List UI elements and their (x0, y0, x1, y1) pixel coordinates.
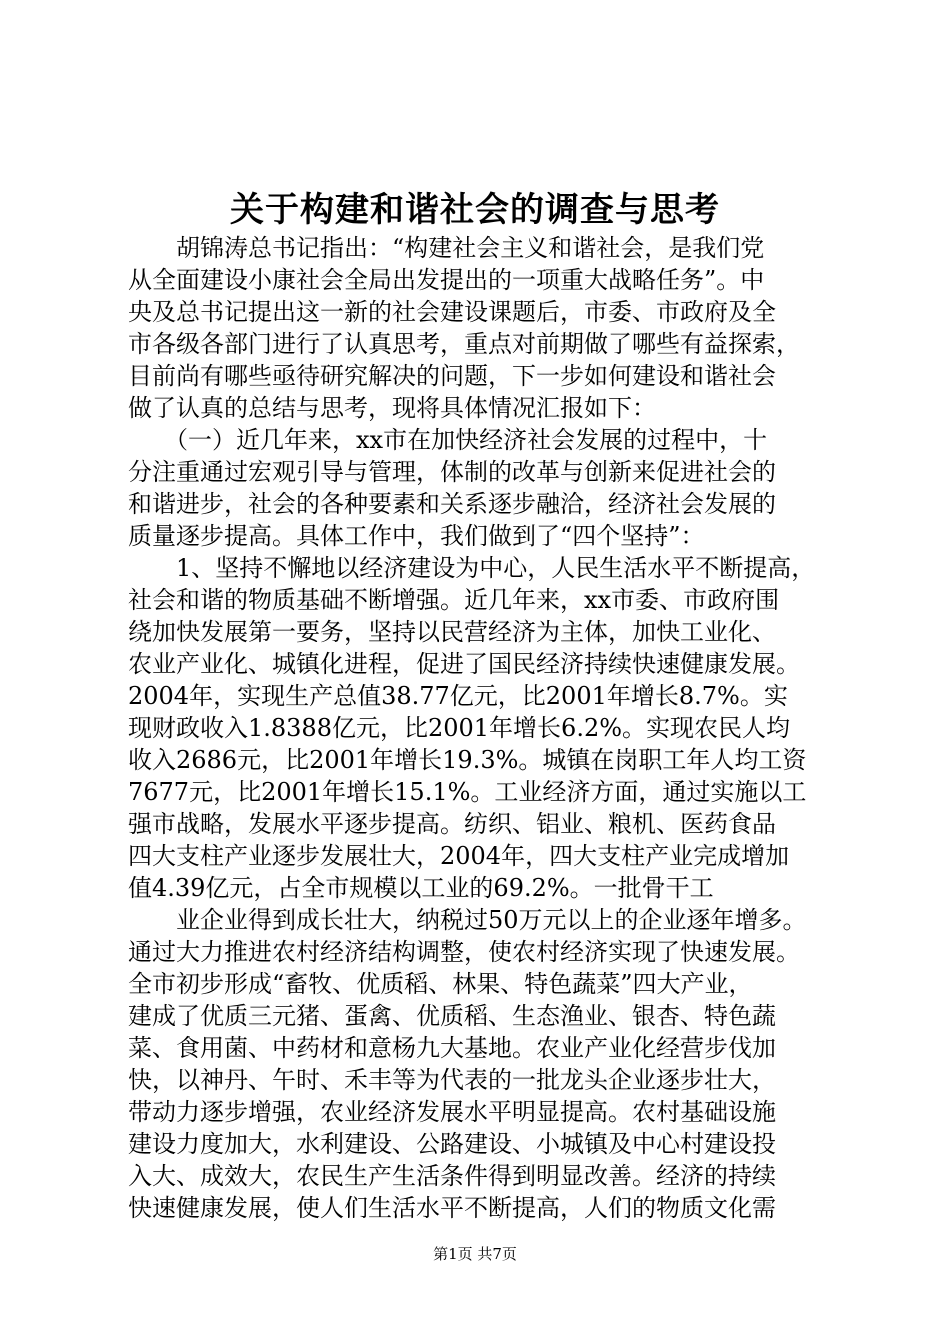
body-line: 现财政收入1.8388亿元，比2001年增长6.2%。实现农民人均 (128, 714, 791, 742)
body-line: 入大、成效大，农民生产生活条件得到明显改善。经济的持续 (128, 1162, 776, 1190)
body-line: （一）近几年来，xx市在加快经济社会发展的过程中，十 (128, 426, 768, 454)
body-line: 全市初步形成“畜牧、优质稻、林果、特色蔬菜”四大产业， (128, 970, 753, 998)
body-line: 2004年，实现生产总值38.77亿元，比2001年增长8.7%。实 (128, 682, 788, 710)
body-line: 值4.39亿元，占全市规模以工业的69.2%。一批骨干工 (128, 874, 714, 902)
document-title: 关于构建和谐社会的调查与思考 (230, 190, 720, 230)
body-line: 市各级各部门进行了认真思考，重点对前期做了哪些有益探索， (128, 330, 800, 358)
body-line: 带动力逐步增强，农业经济发展水平明显提高。农村基础设施 (128, 1098, 776, 1126)
body-line: 农业产业化、城镇化进程，促进了国民经济持续快速健康发展。 (128, 650, 800, 678)
body-line: 收入2686元，比2001年增长19.3%。城镇在岗职工年人均工资 (128, 746, 807, 774)
body-line: 质量逐步提高。具体工作中，我们做到了“四个坚持”： (128, 522, 705, 550)
body-line: 目前尚有哪些亟待研究解决的问题，下一步如何建设和谐社会 (128, 362, 776, 390)
body-line: 建成了优质三元猪、蛋禽、优质稻、生态渔业、银杏、特色蔬 (128, 1002, 776, 1030)
body-line: 快，以神丹、午时、禾丰等为代表的一批龙头企业逐步壮大， (128, 1066, 776, 1094)
body-line: 做了认真的总结与思考，现将具体情况汇报如下： (128, 394, 656, 422)
body-line: 通过大力推进农村经济结构调整，使农村经济实现了快速发展。 (128, 938, 800, 966)
body-line: 从全面建设小康社会全局出发提出的一项重大战略任务”。中 (128, 266, 765, 294)
body-line: 绕加快发展第一要务，坚持以民营经济为主体，加快工业化、 (128, 618, 776, 646)
body-line: 社会和谐的物质基础不断增强。近几年来，xx市委、市政府围 (128, 586, 780, 614)
page-footer: 第1页 共7页 (433, 1245, 517, 1263)
body-line: 四大支柱产业逐步发展壮大，2004年，四大支柱产业完成增加 (128, 842, 790, 870)
body-line: 和谐进步，社会的各种要素和关系逐步融洽，经济社会发展的 (128, 490, 776, 518)
body-line: 建设力度加大，水利建设、公路建设、小城镇及中心村建设投 (128, 1130, 776, 1158)
body-line: 菜、食用菌、中药材和意杨九大基地。农业产业化经营步伐加 (128, 1034, 776, 1062)
body-line: 7677元，比2001年增长15.1%。工业经济方面，通过实施以工 (128, 778, 807, 806)
body-line: 快速健康发展，使人们生活水平不断提高，人们的物质文化需 (128, 1194, 776, 1222)
body-line: 强市战略，发展水平逐步提高。纺织、铝业、粮机、医药食品 (128, 810, 776, 838)
body-line: 胡锦涛总书记指出：“构建社会主义和谐社会，是我们党 (128, 234, 765, 262)
body-line: 业企业得到成长壮大，纳税过50万元以上的企业逐年增多。 (128, 906, 807, 934)
body-line: 央及总书记提出这一新的社会建设课题后，市委、市政府及全 (128, 298, 776, 326)
body-line: 1、坚持不懈地以经济建设为中心，人民生活水平不断提高， (128, 554, 816, 582)
body-line: 分注重通过宏观引导与管理，体制的改革与创新来促进社会的 (128, 458, 776, 486)
